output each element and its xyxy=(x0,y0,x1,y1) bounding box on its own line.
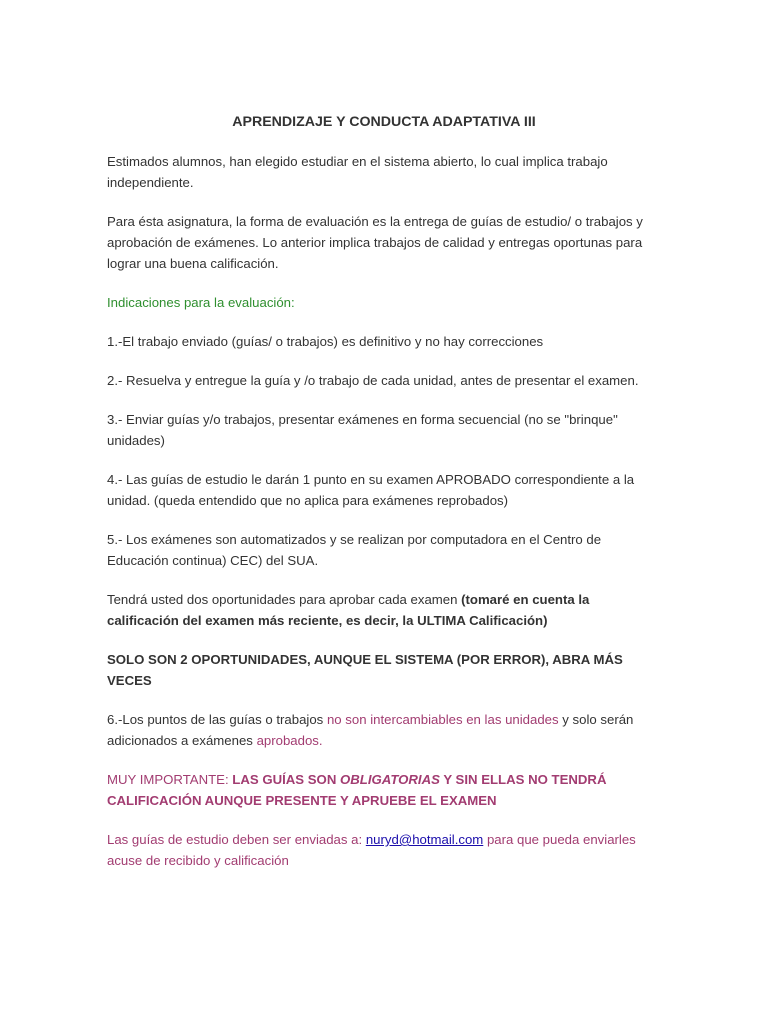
indication-item-1: 1.-El trabajo enviado (guías/ o trabajos) es definitivo y no hay correcciones xyxy=(107,334,544,349)
send-info-paragraph xyxy=(107,829,655,871)
document-title: APRENDIZAJE Y CONDUCTA ADAPTATIVA III xyxy=(232,114,536,130)
important-bold-1: LAS GUÍAS SON xyxy=(232,772,341,787)
document-content xyxy=(107,112,655,889)
intro-paragraph: Estimados alumnos, han elegido estudiar en el sistema abierto, lo cual implica trabajo independiente. xyxy=(107,154,608,190)
warning-paragraph: SOLO SON 2 OPORTUNIDADES, AUNQUE EL SISTEMA (POR ERROR), ABRA MÁS VECES xyxy=(107,652,623,688)
important-paragraph xyxy=(107,769,655,811)
indication-item-2: 2.- Resuelva y entregue la guía y /o trabajo de cada unidad, antes de presentar el examen. xyxy=(107,373,639,388)
indication-item-5: 5.- Los exámenes son automatizados y se realizan por computadora en el Centro de Educación continua) CEC) del SUA. xyxy=(107,532,602,568)
send-info-part2: para que pueda enviarles acuse de recibido y calificación xyxy=(107,832,636,868)
important-bold-2: Y SIN ELLAS NO TENDRÁ CALIFICACIÓN AUNQUE PRESENTE Y APRUEBE EL EXAMEN xyxy=(107,772,607,808)
item6-part2: no son intercambiables en las unidades xyxy=(326,712,559,727)
item6-part3: y solo serán adicionados a exámenes xyxy=(107,712,634,748)
opportunities-text: Tendrá usted dos oportunidades para aprobar cada examen xyxy=(107,592,462,607)
indications-heading: Indicaciones para la evaluación: xyxy=(107,295,295,310)
item6-part1: 6.-Los puntos de las guías o trabajos xyxy=(107,712,327,727)
opportunities-paragraph xyxy=(107,589,655,631)
item6-part4: aprobados. xyxy=(256,733,323,748)
indication-item-6 xyxy=(107,709,655,751)
evaluation-form-paragraph: Para ésta asignatura, la forma de evaluación es la entrega de guías de estudio/ o trabajos y aprobación de exámenes. Lo anterior implica trabajos de calidad y entregas oportunas para lograr una buena calificación. xyxy=(107,214,643,271)
indication-item-4: 4.- Las guías de estudio le darán 1 punto en su examen APROBADO correspondiente a la unidad. (queda entendido que no aplica para exámenes reprobados) xyxy=(107,472,635,508)
opportunities-bold-text: (tomaré en cuenta la calificación del examen más reciente, es decir, la ULTIMA Calificación) xyxy=(107,592,590,628)
send-info-part1: Las guías de estudio deben ser enviadas a: xyxy=(107,832,366,847)
email-link[interactable]: nuryd@hotmail.com xyxy=(365,832,484,847)
important-bold-italic: OBLIGATORIAS xyxy=(340,772,440,787)
important-label: MUY IMPORTANTE: xyxy=(107,772,233,787)
indication-item-3: 3.- Enviar guías y/o trabajos, presentar exámenes en forma secuencial (no se "brinque" unidades) xyxy=(107,412,618,448)
